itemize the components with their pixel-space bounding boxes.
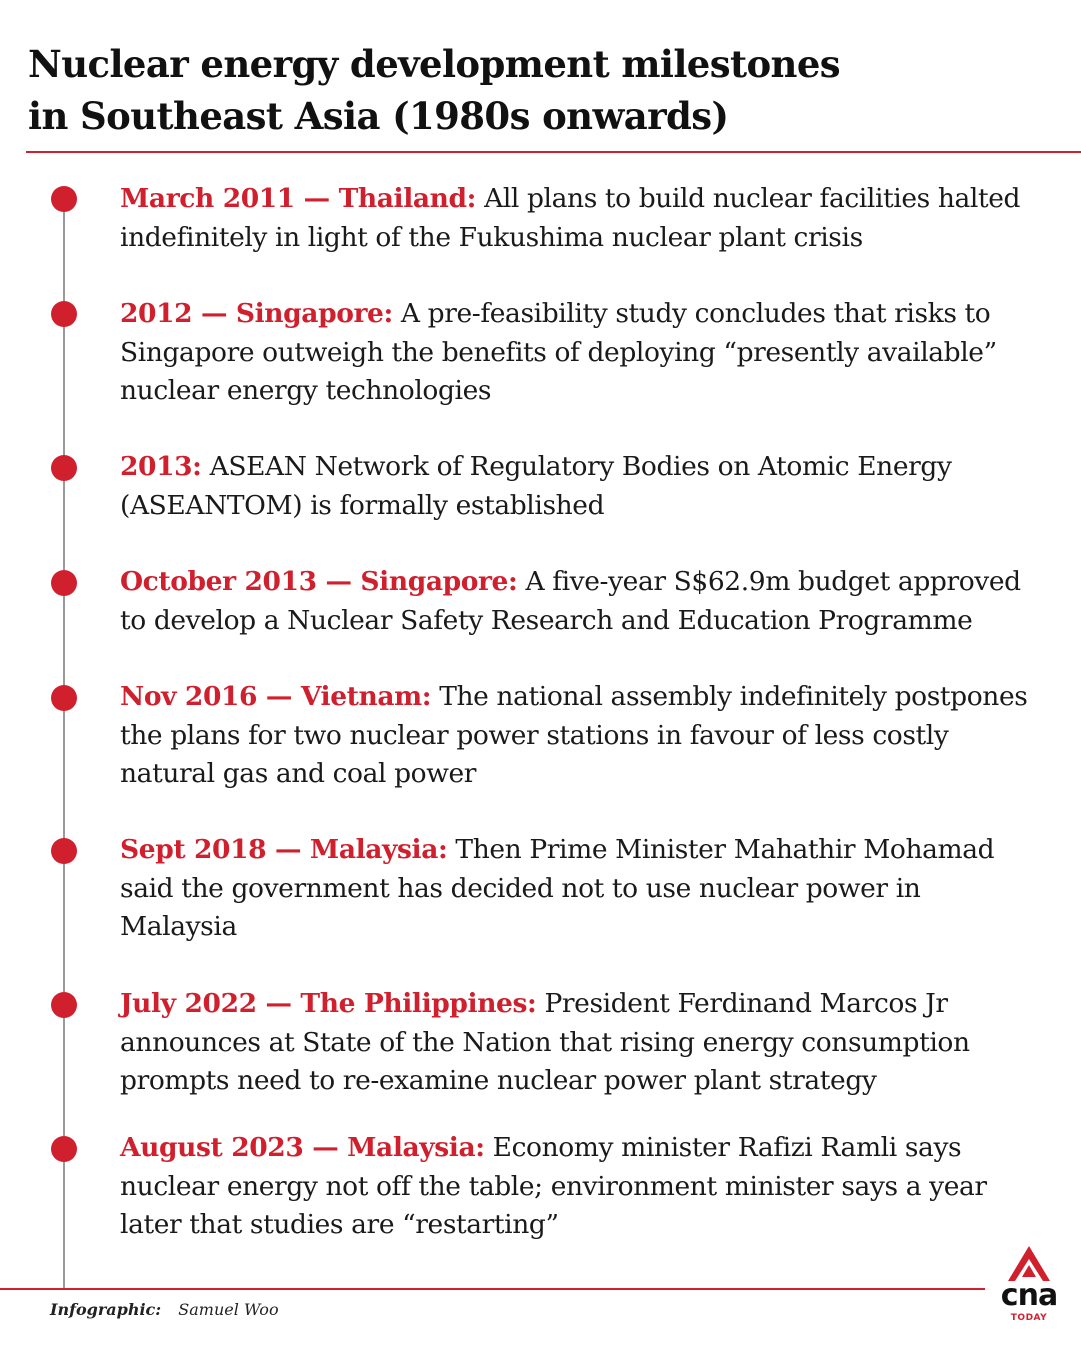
timeline-dot	[51, 1136, 77, 1162]
milestone-text: A five-year S$62.9m budget approved to develop a Nuclear Safety Research and Education Programme	[120, 566, 1021, 636]
milestone-date-country: 2012 — Singapore:	[120, 298, 393, 329]
timeline-dot	[51, 301, 77, 327]
milestone-item	[120, 678, 1035, 794]
timeline-dot	[51, 455, 77, 481]
milestone-item	[120, 563, 1035, 640]
milestone-text: Then Prime Minister Mahathir Mohamad said the government has decided not to use nuclear power in Malaysia	[120, 834, 995, 942]
milestone-text: The national assembly indefinitely postpones the plans for two nuclear power stations in favour of less costly natural gas and coal power	[120, 681, 1028, 789]
timeline-dot	[51, 570, 77, 596]
timeline-dot	[51, 992, 77, 1018]
milestone-date-country: Nov 2016 — Vietnam:	[120, 681, 432, 712]
title-line-1: Nuclear energy development milestones	[28, 42, 841, 86]
timeline-dot	[51, 838, 77, 864]
milestone-date-country: 2013:	[120, 451, 202, 482]
milestone-item	[120, 448, 1035, 525]
milestone-text: Economy minister Rafizi Ramli says nuclear energy not off the table; environment minister says a year later that studies are “restarting”	[120, 1132, 987, 1240]
credit-label: Infographic:	[50, 1300, 162, 1319]
timeline-dot	[51, 186, 77, 212]
milestone-date-country: October 2013 — Singapore:	[120, 566, 518, 597]
timeline-dot	[51, 685, 77, 711]
logo-subtext: TODAY	[1010, 1313, 1048, 1323]
milestone-text: President Ferdinand Marcos Jr announces at State of the Nation that rising energy consumption prompts need to re-examine nuclear power plant strategy	[120, 988, 970, 1096]
milestone-item	[120, 985, 1035, 1101]
timeline-line	[63, 198, 65, 1288]
credit-name: Samuel Woo	[178, 1300, 279, 1319]
milestone-text: ASEAN Network of Regulatory Bodies on Atomic Energy (ASEANTOM) is formally established	[120, 451, 952, 521]
title-divider	[26, 151, 1081, 153]
page-title	[28, 38, 1048, 142]
milestone-date-country: Sept 2018 — Malaysia:	[120, 834, 448, 865]
milestone-text: All plans to build nuclear facilities halted indefinitely in light of the Fukushima nuclear plant crisis	[120, 183, 1021, 253]
milestone-date-country: July 2022 — The Philippines:	[120, 988, 537, 1019]
cna-today-logo	[998, 1244, 1060, 1334]
milestone-item	[120, 180, 1035, 257]
milestone-item	[120, 1129, 1035, 1245]
milestone-item	[120, 295, 1035, 411]
logo-wordmark: cna	[1000, 1278, 1058, 1313]
milestone-text: A pre-feasibility study concludes that risks to Singapore outweigh the benefits of deploying “presently available” nuclear energy technologies	[120, 298, 997, 406]
infographic-credit	[50, 1300, 279, 1319]
footer-divider	[0, 1288, 985, 1290]
milestone-date-country: August 2023 — Malaysia:	[120, 1132, 485, 1163]
milestone-item	[120, 831, 1035, 947]
title-line-2: in Southeast Asia (1980s onwards)	[28, 94, 729, 138]
milestone-date-country: March 2011 — Thailand:	[120, 183, 477, 214]
